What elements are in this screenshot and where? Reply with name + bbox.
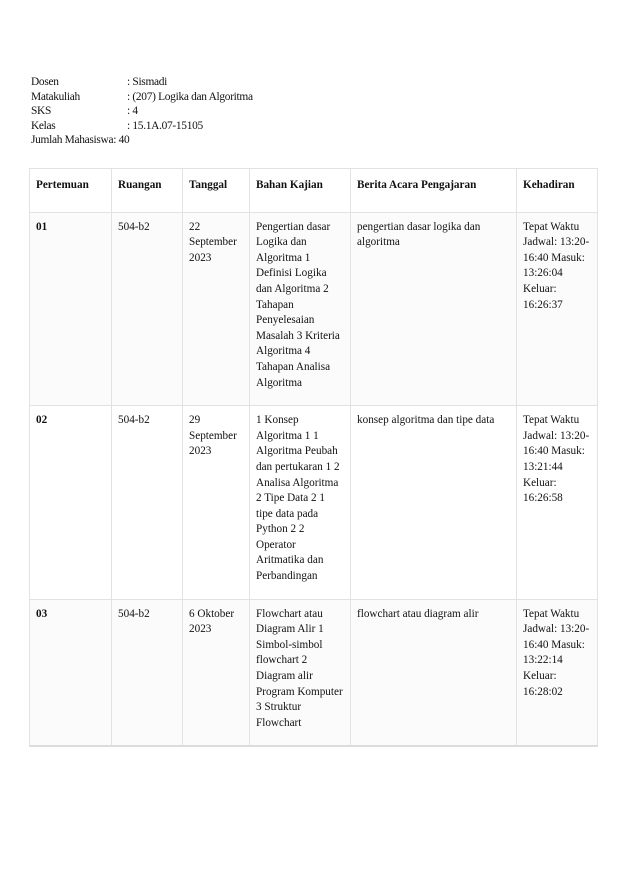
table-row [30,599,598,746]
column-header-ruangan: Ruangan [112,169,183,213]
sks-label: SKS [31,105,51,118]
column-header-kehadiran: Kehadiran [517,169,598,213]
kelas-value: : 15.1A.07-15105 [127,119,203,132]
bahan-kajian-cell: Pengertian dasar Logika dan Algoritma 1 Definisi Logika dan Algoritma 2 Tahapan Penyelesaian Masalah 3 Kriteria Algoritma 4 Tahapan Analisa Algoritma [250,212,351,406]
info-row-matakuliah [31,90,253,105]
pertemuan-cell: 01 [30,212,112,406]
info-row-dosen [31,75,253,90]
attendance-table [29,168,598,747]
table-body [30,212,598,746]
dosen-label: Dosen [31,76,59,88]
info-row-sks [31,104,253,119]
matakuliah-label: Matakuliah [31,90,80,103]
ruangan-cell: 504-b2 [112,212,183,406]
column-header-bahan-kajian: Bahan Kajian [250,169,351,213]
berita-acara-cell: konsep algoritma dan tipe data [351,406,517,600]
table-header-row [30,169,598,213]
table-row [30,212,598,406]
table-row [30,406,598,600]
kehadiran-cell: Tepat Waktu Jadwal: 13:20-16:40 Masuk: 13:21:44 Keluar: 16:26:58 [517,406,598,600]
berita-acara-cell: pengertian dasar logika dan algoritma [351,212,517,406]
info-row-kelas [31,119,253,134]
course-info [31,75,253,148]
kehadiran-cell: Tepat Waktu Jadwal: 13:20-16:40 Masuk: 13:26:04 Keluar: 16:26:37 [517,212,598,406]
dosen-value: : Sismadi [127,76,168,88]
ruangan-cell: 504-b2 [112,406,183,600]
bahan-kajian-cell: Flowchart atau Diagram Alir 1 Simbol-simbol flowchart 2 Diagram alir Program Komputer 3 Struktur Flowchart [250,599,351,746]
matakuliah-value: : (207) Logika dan Algoritma [127,90,253,103]
sks-value: : 4 [127,105,138,118]
kehadiran-cell: Tepat Waktu Jadwal: 13:20-16:40 Masuk: 13:22:14 Keluar: 16:28:02 [517,599,598,746]
column-header-berita-acara: Berita Acara Pengajaran [351,169,517,213]
info-row-jumlah-mahasiswa [31,133,253,148]
jumlah-mahasiswa-label: Jumlah Mahasiswa [31,134,114,147]
ruangan-cell: 504-b2 [112,599,183,746]
tanggal-cell: 29 September 2023 [183,406,250,600]
pertemuan-cell: 02 [30,406,112,600]
tanggal-cell: 6 Oktober 2023 [183,599,250,746]
column-header-pertemuan: Pertemuan [30,169,112,213]
column-header-tanggal: Tanggal [183,169,250,213]
jumlah-mahasiswa-value: : 40 [113,134,130,147]
kelas-label: Kelas [31,119,56,132]
tanggal-cell: 22 September 2023 [183,212,250,406]
bahan-kajian-cell: 1 Konsep Algoritma 1 1 Algoritma Peubah dan pertukaran 1 2 Analisa Algoritma 2 Tipe Data 2 1 tipe data pada Python 2 2 Operator Aritmatika dan Perbandingan [250,406,351,600]
table-header [30,169,598,213]
berita-acara-cell: flowchart atau diagram alir [351,599,517,746]
pertemuan-cell: 03 [30,599,112,746]
